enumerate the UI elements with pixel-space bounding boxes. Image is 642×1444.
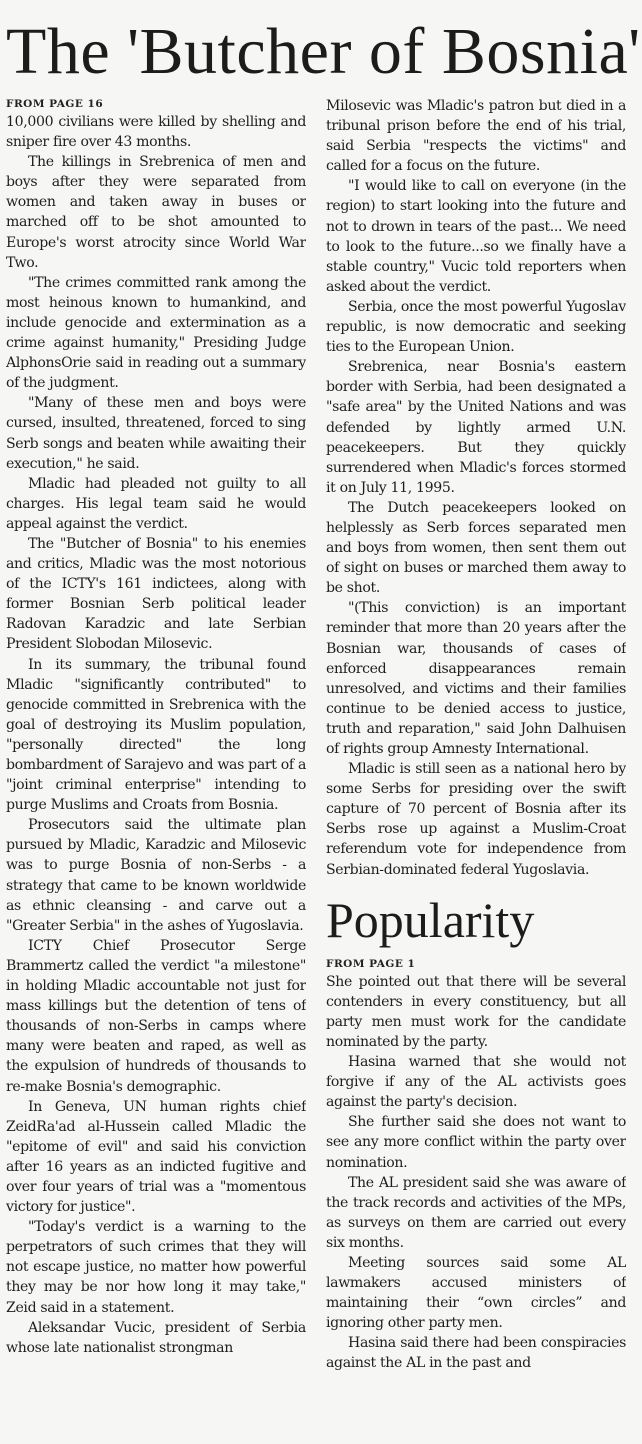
- article-paragraph: "Today's verdict is a warning to the perpetrators of such crimes that they will not escape justice, no matter how powerful they may be nor how long it may take," Zeid said in a statement.: [6, 1219, 306, 1316]
- article-paragraph: Serbia, once the most powerful Yugoslav republic, is now democratic and seeking ties to the European Union.: [326, 298, 626, 356]
- article-paragraph: "(This conviction) is an important reminder that more than 20 years after the Bosnian war, thousands of cases of enforced disappearances remain unresolved, and victims and their families continue to be denied access to justice, truth and reparation," said John Dalhuisen of rights group Amnesty International.: [326, 600, 626, 757]
- article-paragraph: In its summary, the tribunal found Mladic "significantly contributed" to genocide committed in Srebrenica with the goal of destroying its Muslim population, "personally directed" the long bombardment of Sarajevo and was part of a "joint criminal enterprise" intending to purge Muslims and Croats from Bosnia.: [6, 656, 306, 814]
- article-paragraph: ICTY Chief Prosecutor Serge Brammertz called the verdict "a milestone" in holding Mladic accountable not just for mass killings but the detention of tens of thousands of non-Serbs in camps where many were beaten and raped, as well as the expulsion of hundreds of thousands to re-make Bosnia's demographic.: [6, 937, 306, 1095]
- article-paragraph: Mladic is still seen as a national hero by some Serbs for presiding over the swift capture of 70 percent of Bosnia after its Serbs rose up against a Muslim-Croat referendum vote for independence from Serbian-dominated federal Yugoslavia.: [326, 761, 626, 878]
- continuation-kicker: FROM PAGE 1: [326, 957, 416, 970]
- article-paragraph: Meeting sources said some AL lawmakers accused ministers of maintaining their “own circles” and ignoring other party men.: [326, 1254, 626, 1332]
- article-paragraph: Mladic had pleaded not guilty to all charges. His legal team said he would appeal against the verdict.: [6, 475, 306, 532]
- article-paragraph: In Geneva, UN human rights chief ZeidRa'ad al-Hussein called Mladic the "epitome of evil" and said his conviction after 16 years as an indicted fugitive and over four years of trial was a "momentous victory for justice".: [6, 1098, 306, 1216]
- article-paragraph: Hasina warned that she would not forgive if any of the AL activists goes against the party's decision.: [326, 1054, 626, 1111]
- article-paragraph: Aleksandar Vucic, president of Serbia whose late nationalist strongman: [6, 1319, 306, 1356]
- article-paragraph: She further said she does not want to see any more conflict within the party over nomination.: [326, 1114, 626, 1171]
- article-paragraph: Srebrenica, near Bosnia's eastern border with Serbia, had been designated a "safe area" by the United Nations and was defended by lightly armed U.N. peacekeepers. But they quickly surrendered when Mladic's forces stormed it on July 11, 1995.: [326, 359, 626, 496]
- article-paragraph: Hasina said there had been conspiracies against the AL in the past and: [326, 1335, 626, 1372]
- article-paragraph: "The crimes committed rank among the most heinous known to humankind, and include genocide and extermination as a crime against humanity," Presiding Judge AlphonsOrie said in reading out a summary of the judgment.: [6, 274, 306, 392]
- article-paragraph: Milosevic was Mladic's patron but died in a tribunal prison before the end of his trial, said Serbia "respects the victims" and called for a focus on the future.: [326, 98, 626, 175]
- continuation-kicker: FROM PAGE 16: [6, 98, 104, 110]
- article-paragraph: Prosecutors said the ultimate plan pursued by Mladic, Karadzic and Milosevic was to purge Bosnia of non-Serbs - a strategy that came to be known worldwide as ethnic cleansing - and carve out a "Greater Serbia" in the ashes of Yugoslavia.: [6, 817, 306, 934]
- article-paragraph: 10,000 civilians were killed by shelling and sniper fire over 43 months.: [6, 114, 306, 151]
- second-article-headline: Popularity: [326, 891, 535, 948]
- article-paragraph: The "Butcher of Bosnia" to his enemies and critics, Mladic was the most notorious of the ICTY's 161 indictees, along with former Bosnian Serb political leader Radovan Karadzic and late Serbian President Slobodan Milosevic.: [6, 535, 306, 653]
- article-paragraph: The AL president said she was aware of the track records and activities of the MPs, as surveys on them are carried out every six months.: [326, 1174, 626, 1251]
- article-paragraph: The Dutch peacekeepers looked on helplessly as Serb forces separated men and boys from women, then sent them out of sight on buses or marched them away to be shot.: [326, 499, 626, 597]
- article-paragraph: "I would like to call on everyone (in the region) to start looking into the future and not to drown in tears of the past... We need to look to the future...so we finally have a stable country," Vucic told reporters when asked about the verdict.: [326, 178, 626, 295]
- left-column: [6, 96, 306, 1444]
- article-paragraph: She pointed out that there will be several contenders in every constituency, but all party men must work for the candidate nominated by the party.: [326, 973, 626, 1050]
- article-paragraph: "Many of these men and boys were cursed, insulted, threatened, forced to sing Serb songs and beaten while awaiting their execution," he said.: [6, 395, 306, 472]
- article-paragraph: The killings in Srebrenica of men and boys after they were separated from women and taken away in buses or marched off to be shot amounted to Europe's worst atrocity since World War Two.: [6, 154, 306, 271]
- article-headline: The 'Butcher of Bosnia': [6, 15, 641, 88]
- right-column: [326, 96, 626, 1444]
